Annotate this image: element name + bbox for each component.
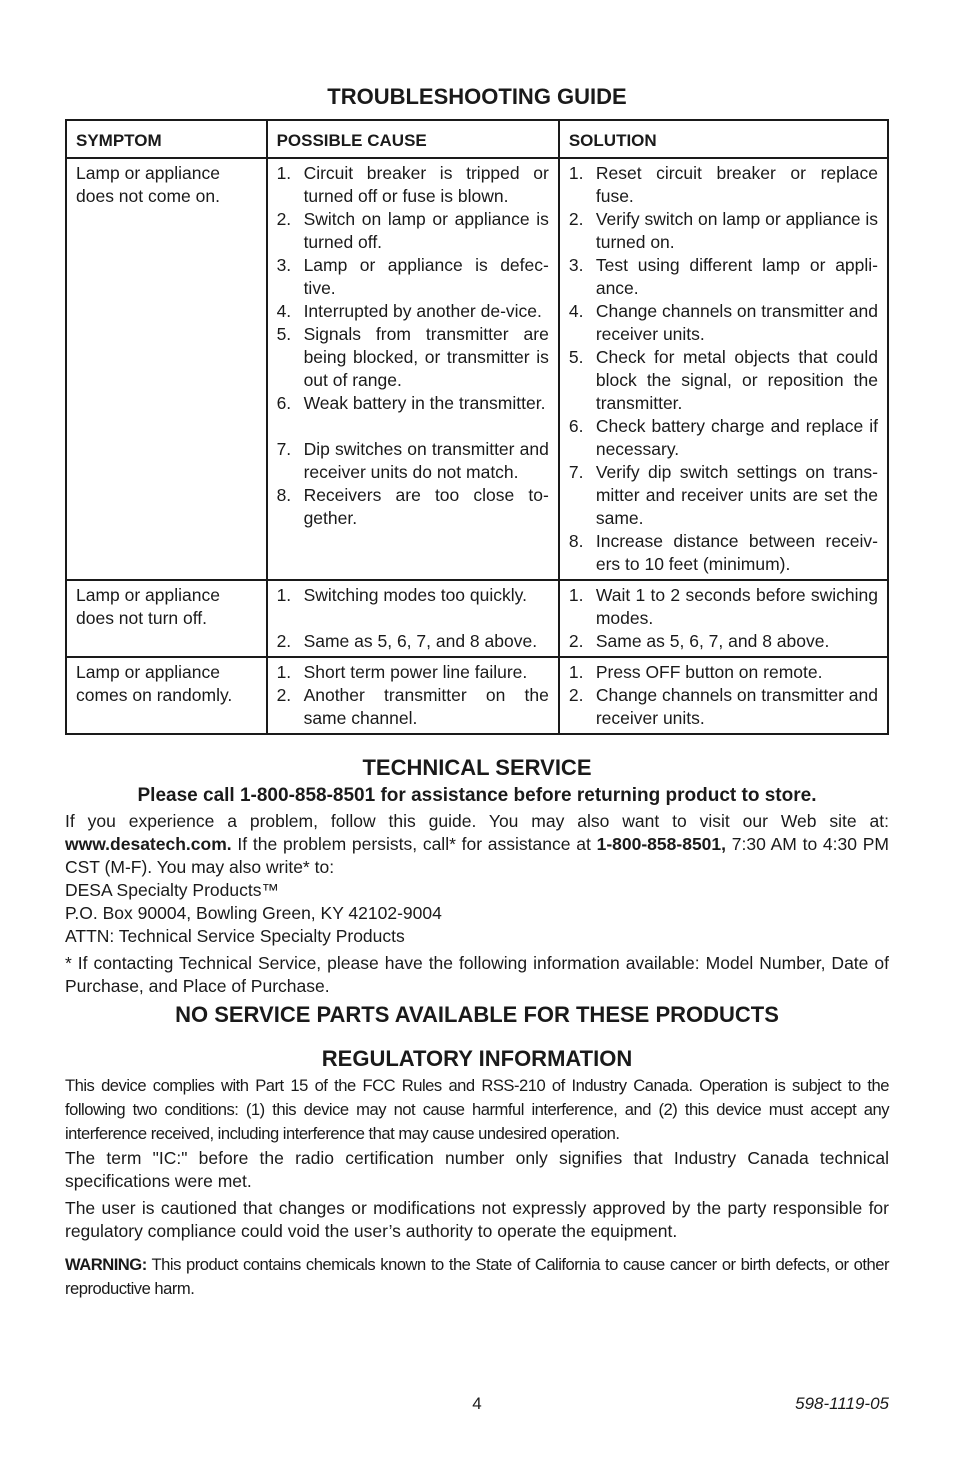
list-item <box>277 484 549 530</box>
list-item <box>569 415 878 461</box>
list-item <box>277 684 549 730</box>
list-item <box>569 300 878 346</box>
address-line: P.O. Box 90004, Bowling Green, KY 42102-9004 <box>65 903 442 923</box>
item-text: Change channels on transmitter and receiver units. <box>595 301 878 344</box>
item-text: Interrupted by another de-vice. <box>303 301 542 321</box>
item-text: Check battery charge and replace if necessary. <box>595 416 878 459</box>
item-text: Switching modes too quickly. <box>303 585 527 605</box>
item-number: 8. <box>276 485 292 505</box>
item-number: 1. <box>568 163 584 183</box>
solution-header: SOLUTION <box>559 120 888 158</box>
cause-cell <box>267 158 559 580</box>
item-text: Receivers are too close to-gether. <box>303 485 549 528</box>
table-row <box>66 580 888 657</box>
paragraph-text: If you experience a problem, follow this guide. You may also want to visit our Web site at: <box>65 811 889 831</box>
contact-note: * If contacting Technical Service, please have the following information available: Model Number, Date of Purchase, and Place of Purchase. <box>65 953 889 996</box>
item-number: 7. <box>568 462 584 482</box>
list-item <box>569 208 878 254</box>
item-number: 4. <box>568 301 584 321</box>
warning-label: WARNING: <box>65 1255 147 1274</box>
ic-paragraph: The term "IC:" before the radio certification number only signifies that Industry Canada technical specifications were met. <box>65 1148 889 1191</box>
item-number: 1. <box>276 585 292 605</box>
solution-list <box>569 661 878 730</box>
item-text: Signals from transmitter are being blocked, or transmitter is out of range. <box>303 324 549 390</box>
cause-cell <box>267 657 559 734</box>
item-number: 1. <box>276 662 292 682</box>
item-text: Lamp or appliance is defec-tive. <box>303 255 549 298</box>
item-text: Same as 5, 6, 7, and 8 above. <box>595 631 830 651</box>
item-text: Circuit breaker is tripped or turned off or fuse is blown. <box>303 163 549 206</box>
item-number: 1. <box>276 163 292 183</box>
modification-caution-paragraph: The user is cautioned that changes or modifications not expressly approved by the party responsible for regulatory compliance could void the user’s authority to operate the equipment. <box>65 1198 889 1241</box>
symptom-cell: Lamp or appliance comes on randomly. <box>66 657 267 734</box>
item-text: Switch on lamp or appliance is turned off. <box>303 209 549 252</box>
cause-cell <box>267 580 559 657</box>
address-line: DESA Specialty Products™ <box>65 880 279 900</box>
item-text: Dip switches on transmitter and receiver units do not match. <box>303 439 549 482</box>
list-item <box>569 162 878 208</box>
solution-cell <box>559 158 888 580</box>
website-link[interactable]: www.desatech.com. <box>65 834 232 854</box>
item-number: 8. <box>568 531 584 551</box>
item-number: 3. <box>276 255 292 275</box>
phone-number: 1-800-858-8501, <box>596 834 726 854</box>
list-item <box>277 323 549 392</box>
list-item <box>569 630 878 653</box>
item-number: 5. <box>276 324 292 344</box>
page-number: 4 <box>472 1394 482 1413</box>
fcc-compliance-paragraph: This device complies with Part 15 of the FCC Rules and RSS-210 of Industry Canada. Operation is subject to the following two conditions: (1) this device may not cause harmful interference, and (2) this device must accept any interference received, including interference that may cause undesired operation. <box>65 1076 889 1143</box>
item-number: 7. <box>276 439 292 459</box>
regulatory-title: REGULATORY INFORMATION <box>321 1046 633 1071</box>
solution-list <box>569 584 878 653</box>
item-number: 6. <box>568 416 584 436</box>
cause-list <box>277 162 549 530</box>
list-item <box>569 661 878 684</box>
item-number: 4. <box>276 301 292 321</box>
table-row <box>66 657 888 734</box>
item-text: Same as 5, 6, 7, and 8 above. <box>303 631 538 651</box>
troubleshooting-table <box>65 119 889 735</box>
list-item <box>277 162 549 208</box>
table-row <box>66 158 888 580</box>
item-number: 2. <box>568 631 584 651</box>
warning-text: This product contains chemicals known to the State of California to cause cancer or birth defects, or other reproductive harm. <box>65 1255 889 1298</box>
list-item <box>569 254 878 300</box>
document-number: 598-1119-05 <box>795 1394 889 1413</box>
list-item <box>569 530 878 576</box>
symptom-cell: Lamp or appliance does not come on. <box>66 158 267 580</box>
item-text: Verify switch on lamp or appliance is turned on. <box>595 209 878 252</box>
technical-service-title: TECHNICAL SERVICE <box>362 755 592 780</box>
solution-cell <box>559 580 888 657</box>
list-item <box>277 584 549 607</box>
item-number: 2. <box>276 209 292 229</box>
table-header-row <box>66 120 888 158</box>
list-item <box>277 254 549 300</box>
item-text: Wait 1 to 2 seconds before swiching modes. <box>595 585 878 628</box>
paragraph-text: 7:30 AM to 4:30 PM CST (M-F). You may also write* to: <box>65 834 889 877</box>
item-text: Another transmitter on the same channel. <box>303 685 549 728</box>
cause-header: POSSIBLE CAUSE <box>267 120 559 158</box>
item-text: Increase distance between receiv-ers to 10 feet (minimum). <box>595 531 878 574</box>
item-number: 2. <box>276 631 292 651</box>
list-item <box>277 630 549 653</box>
paragraph-text: If the problem persists, call* for assistance at <box>231 834 597 854</box>
mailing-address <box>65 879 889 948</box>
cause-list <box>277 584 549 653</box>
list-item <box>277 208 549 254</box>
address-line: ATTN: Technical Service Specialty Products <box>65 926 405 946</box>
item-text: Test using different lamp or appli-ance. <box>595 255 878 298</box>
item-text: Verify dip switch settings on trans-mitter and receiver units are set the same. <box>595 462 878 528</box>
item-text: Press OFF button on remote. <box>595 662 823 682</box>
item-number: 3. <box>568 255 584 275</box>
call-line: Please call 1-800-858-8501 for assistance before returning product to store. <box>137 785 817 806</box>
item-number: 6. <box>276 393 292 413</box>
item-text: Short term power line failure. <box>303 662 528 682</box>
list-item <box>277 661 549 684</box>
solution-cell <box>559 657 888 734</box>
item-text: Weak battery in the transmitter. <box>303 393 546 413</box>
list-item <box>277 392 549 415</box>
item-number: 5. <box>568 347 584 367</box>
item-number: 2. <box>276 685 292 705</box>
item-text: Reset circuit breaker or replace fuse. <box>595 163 878 206</box>
list-item <box>277 300 549 323</box>
item-number: 2. <box>568 685 584 705</box>
solution-list <box>569 162 878 576</box>
item-text: Check for metal objects that could block the signal, or reposition the transmitter. <box>595 347 878 413</box>
item-number: 1. <box>568 662 584 682</box>
technical-service-paragraph <box>65 810 889 879</box>
list-item <box>569 584 878 630</box>
list-item <box>569 461 878 530</box>
troubleshooting-title: TROUBLESHOOTING GUIDE <box>327 84 627 109</box>
warning-paragraph <box>65 1253 889 1301</box>
symptom-cell: Lamp or appliance does not turn off. <box>66 580 267 657</box>
item-number: 2. <box>568 209 584 229</box>
list-item <box>569 346 878 415</box>
list-item <box>569 684 878 730</box>
item-text: Change channels on transmitter and receiver units. <box>595 685 878 728</box>
list-item <box>277 438 549 484</box>
symptom-header: SYMPTOM <box>66 120 267 158</box>
no-service-parts-title: NO SERVICE PARTS AVAILABLE FOR THESE PRODUCTS <box>175 1002 779 1027</box>
item-number: 1. <box>568 585 584 605</box>
cause-list <box>277 661 549 730</box>
